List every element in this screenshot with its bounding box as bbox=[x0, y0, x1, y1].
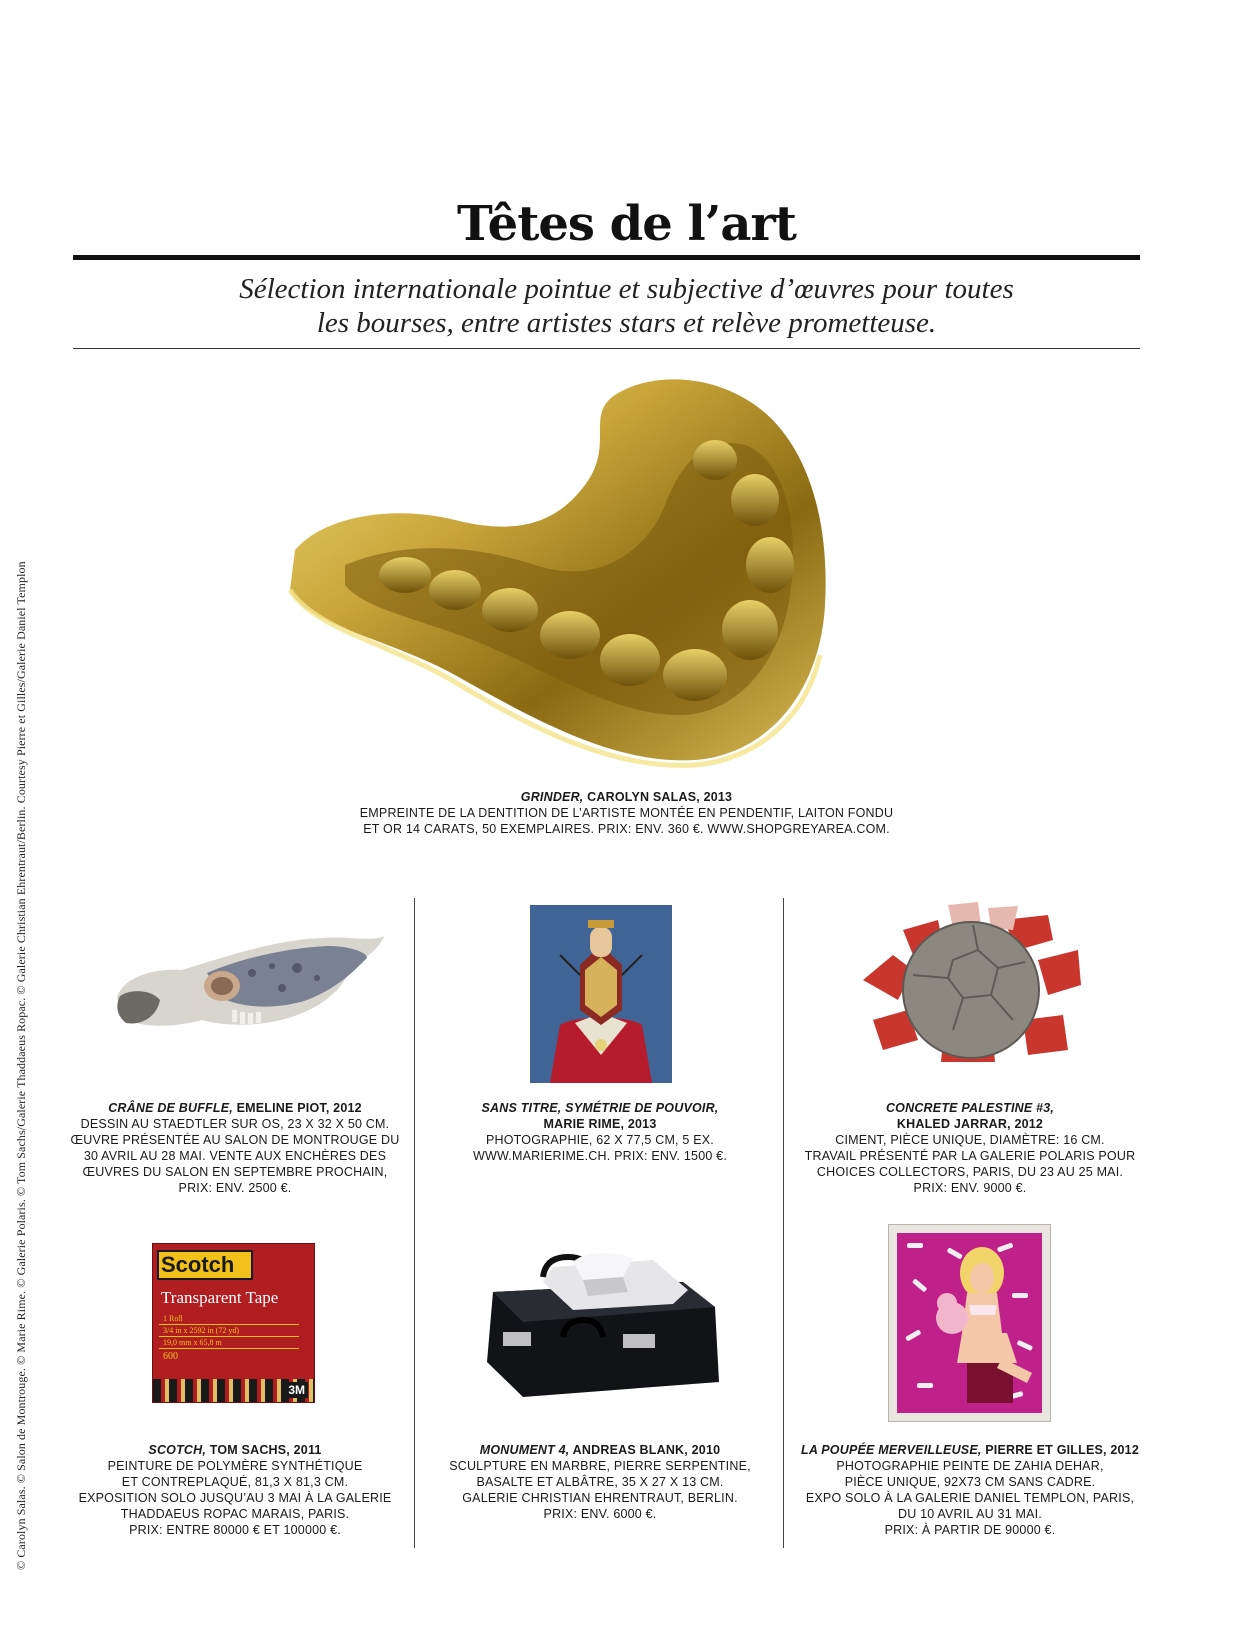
item-3-line-3: CHOICES COLLECTORS, PARIS, DU 23 AU 25 MAI. bbox=[816, 1165, 1124, 1179]
item-4-work: SCOTCH, bbox=[148, 1443, 207, 1457]
title-rule bbox=[73, 255, 1140, 260]
monument-briefcase-image bbox=[483, 1252, 721, 1400]
page-subtitle bbox=[0, 272, 1253, 340]
item-1-line-3: 30 AVRIL AU 28 MAI. VENTE AUX ENCHÈRES DES bbox=[83, 1149, 387, 1163]
caption-item-4 bbox=[70, 1442, 400, 1538]
scotch-3m-logo: 3M bbox=[285, 1382, 308, 1398]
item-4-line-5: PRIX: ENTRE 80000 € ET 100000 €. bbox=[129, 1523, 341, 1537]
item-5-line-4: PRIX: ENV. 6000 €. bbox=[543, 1507, 657, 1521]
item-1-line-1: DESSIN AU STAEDTLER SUR OS, 23 X 32 X 50 CM. bbox=[80, 1117, 390, 1131]
caption-item-5 bbox=[430, 1442, 770, 1522]
item-1-work: CRÂNE DE BUFFLE, bbox=[108, 1101, 233, 1115]
item-2-work: SANS TITRE, SYMÉTRIE DE POUVOIR, bbox=[481, 1101, 719, 1115]
scotch-size-1: 3/4 in x 2592 in (72 yd) bbox=[163, 1326, 239, 1335]
item-3-line-2: TRAVAIL PRÉSENTÉ PAR LA GALERIE POLARIS POUR bbox=[804, 1149, 1136, 1163]
item-6-line-5: PRIX: À PARTIR DE 90000 €. bbox=[884, 1523, 1056, 1537]
featured-work-title: GRINDER, bbox=[520, 790, 584, 804]
item-1-line-4: ŒUVRES DU SALON EN SEPTEMBRE PROCHAIN, bbox=[82, 1165, 388, 1179]
item-6-line-3: EXPO SOLO À LA GALERIE DANIEL TEMPLON, PARIS, bbox=[805, 1491, 1135, 1505]
poupee-frame bbox=[888, 1224, 1051, 1422]
item-6-artist: PIERRE ET GILLES, 2012 bbox=[981, 1443, 1139, 1457]
item-6-line-1: PHOTOGRAPHIE PEINTE DE ZAHIA DEHAR, bbox=[836, 1459, 1104, 1473]
caption-item-3 bbox=[800, 1100, 1140, 1196]
item-5-line-1: SCULPTURE EN MARBRE, PIERRE SERPENTINE, bbox=[449, 1459, 751, 1473]
concrete-palestine-image bbox=[853, 900, 1085, 1065]
caption-item-2 bbox=[430, 1100, 770, 1164]
page-title: Têtes de l’art bbox=[457, 196, 796, 252]
grinder-image bbox=[285, 375, 865, 775]
scotch-roll: 1 Roll bbox=[163, 1314, 183, 1323]
item-4-line-4: THADDAEUS ROPAC MARAIS, PARIS. bbox=[120, 1507, 350, 1521]
column-divider-left bbox=[414, 898, 415, 1548]
caption-item-6 bbox=[795, 1442, 1145, 1538]
subtitle-rule bbox=[73, 348, 1140, 349]
photo-credit: © Carolyn Salas. © Salon de Montrouge. © Marie Rime. © Galerie Polaris. © Tom Sachs/Galerie Thaddaeus Ropac. © Galerie Christian Ehrentraut/Berlin. Courtesy Pierre et Gilles/Galerie Daniel Templon bbox=[14, 561, 28, 1570]
item-4-line-3: EXPOSITION SOLO JUSQU’AU 3 MAI À LA GALERIE bbox=[78, 1491, 392, 1505]
item-2-line-2: WWW.MARIERIME.CH. PRIX: ENV. 1500 €. bbox=[472, 1149, 727, 1163]
featured-artist: CAROLYN SALAS, 2013 bbox=[583, 790, 733, 804]
item-3-line-4: PRIX: ENV. 9000 €. bbox=[913, 1181, 1027, 1195]
item-4-line-2: ET CONTREPLAQUÉ, 81,3 X 81,3 CM. bbox=[121, 1475, 349, 1489]
scotch-code: 600 bbox=[163, 1351, 178, 1362]
scotch-brand: Scotch bbox=[161, 1252, 235, 1277]
featured-line-1: EMPREINTE DE LA DENTITION DE L’ARTISTE MONTÉE EN PENDENTIF, LAITON FONDU bbox=[359, 806, 894, 820]
scotch-tape-image bbox=[152, 1243, 315, 1403]
marie-rime-photo bbox=[530, 905, 672, 1083]
item-2-artist: MARIE RIME, 2013 bbox=[543, 1117, 657, 1131]
item-5-line-2: BASALTE ET ALBÂTRE, 35 X 27 X 13 CM. bbox=[476, 1475, 724, 1489]
caption-item-1 bbox=[70, 1100, 400, 1196]
item-1-line-5: PRIX: ENV. 2500 €. bbox=[178, 1181, 292, 1195]
item-3-line-1: CIMENT, PIÈCE UNIQUE, DIAMÈTRE: 16 CM. bbox=[835, 1133, 1105, 1147]
item-6-work: LA POUPÉE MERVEILLEUSE, bbox=[801, 1443, 982, 1457]
buffalo-skull-image bbox=[112, 928, 387, 1048]
item-6-line-2: PIÈCE UNIQUE, 92X73 CM SANS CADRE. bbox=[844, 1475, 1096, 1489]
scotch-size-2: 19,0 mm x 65,8 m bbox=[163, 1338, 222, 1347]
item-5-work: MONUMENT 4, bbox=[479, 1443, 570, 1457]
item-2-line-1: PHOTOGRAPHIE, 62 X 77,5 CM, 5 EX. bbox=[486, 1133, 714, 1147]
subtitle-line-2: les bourses, entre artistes stars et relève prometteuse. bbox=[316, 307, 937, 339]
featured-caption bbox=[280, 789, 973, 837]
featured-line-2: ET OR 14 CARATS, 50 EXEMPLAIRES. PRIX: ENV. 360 €. WWW.SHOPGREYAREA.COM. bbox=[363, 822, 890, 836]
subtitle-line-1: Sélection internationale pointue et subjective d’œuvres pour toutes bbox=[239, 273, 1014, 305]
poupee-merveilleuse-image bbox=[897, 1233, 1042, 1413]
item-3-work: CONCRETE PALESTINE #3, bbox=[885, 1101, 1055, 1115]
scotch-lines bbox=[159, 1324, 299, 1325]
scotch-product: Transparent Tape bbox=[161, 1288, 279, 1307]
column-divider-right bbox=[783, 898, 784, 1548]
item-1-line-2: ŒUVRE PRÉSENTÉE AU SALON DE MONTROUGE DU bbox=[70, 1133, 400, 1147]
item-6-line-4: DU 10 AVRIL AU 31 MAI. bbox=[897, 1507, 1043, 1521]
item-1-artist: EMELINE PIOT, 2012 bbox=[232, 1101, 362, 1115]
item-3-artist: KHALED JARRAR, 2012 bbox=[896, 1117, 1044, 1131]
item-4-line-1: PEINTURE DE POLYMÈRE SYNTHÉTIQUE bbox=[107, 1459, 363, 1473]
item-5-artist: ANDREAS BLANK, 2010 bbox=[569, 1443, 721, 1457]
item-4-artist: TOM SACHS, 2011 bbox=[206, 1443, 322, 1457]
item-5-line-3: GALERIE CHRISTIAN EHRENTRAUT, BERLIN. bbox=[462, 1491, 738, 1505]
